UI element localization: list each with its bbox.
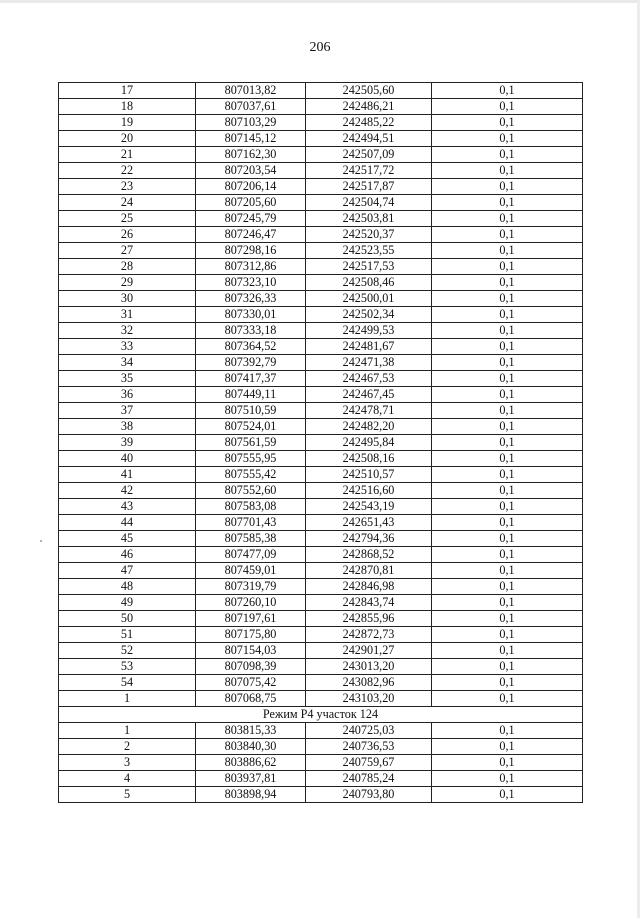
tolerance-cell: 0,1	[432, 323, 583, 339]
tolerance-cell: 0,1	[432, 659, 583, 675]
y-coordinate-cell: 242481,67	[306, 339, 432, 355]
y-coordinate-cell: 243082,96	[306, 675, 432, 691]
x-coordinate-cell: 807561,59	[196, 435, 306, 451]
point-number-cell: 44	[59, 515, 196, 531]
x-coordinate-cell: 803886,62	[196, 755, 306, 771]
tolerance-cell: 0,1	[432, 435, 583, 451]
y-coordinate-cell: 242505,60	[306, 83, 432, 99]
y-coordinate-cell: 242523,55	[306, 243, 432, 259]
tolerance-cell: 0,1	[432, 691, 583, 707]
table-row	[59, 179, 583, 195]
y-coordinate-cell: 242467,45	[306, 387, 432, 403]
point-number-cell: 2	[59, 739, 196, 755]
section-title-row	[59, 707, 583, 723]
x-coordinate-cell: 803937,81	[196, 771, 306, 787]
y-coordinate-cell: 240785,24	[306, 771, 432, 787]
point-number-cell: 35	[59, 371, 196, 387]
table-row	[59, 483, 583, 499]
table-row	[59, 691, 583, 707]
tolerance-cell: 0,1	[432, 227, 583, 243]
tolerance-cell: 0,1	[432, 739, 583, 755]
x-coordinate-cell: 807098,39	[196, 659, 306, 675]
x-coordinate-cell: 807477,09	[196, 547, 306, 563]
tolerance-cell: 0,1	[432, 579, 583, 595]
x-coordinate-cell: 807260,10	[196, 595, 306, 611]
y-coordinate-cell: 242504,74	[306, 195, 432, 211]
table-row	[59, 323, 583, 339]
tolerance-cell: 0,1	[432, 291, 583, 307]
tolerance-cell: 0,1	[432, 403, 583, 419]
point-number-cell: 37	[59, 403, 196, 419]
point-number-cell: 27	[59, 243, 196, 259]
y-coordinate-cell: 242855,96	[306, 611, 432, 627]
y-coordinate-cell: 242507,09	[306, 147, 432, 163]
table-row	[59, 339, 583, 355]
table-row	[59, 147, 583, 163]
point-number-cell: 3	[59, 755, 196, 771]
table-row	[59, 611, 583, 627]
y-coordinate-cell: 242520,37	[306, 227, 432, 243]
tolerance-cell: 0,1	[432, 179, 583, 195]
table-row	[59, 195, 583, 211]
point-number-cell: 49	[59, 595, 196, 611]
y-coordinate-cell: 242499,53	[306, 323, 432, 339]
table-row	[59, 259, 583, 275]
table-row	[59, 387, 583, 403]
y-coordinate-cell: 242486,21	[306, 99, 432, 115]
x-coordinate-cell: 803840,30	[196, 739, 306, 755]
table-row	[59, 595, 583, 611]
point-number-cell: 29	[59, 275, 196, 291]
x-coordinate-cell: 807330,01	[196, 307, 306, 323]
table-row	[59, 643, 583, 659]
x-coordinate-cell: 807449,11	[196, 387, 306, 403]
y-coordinate-cell: 242508,16	[306, 451, 432, 467]
tolerance-cell: 0,1	[432, 771, 583, 787]
table-row	[59, 275, 583, 291]
table-row	[59, 115, 583, 131]
y-coordinate-cell: 242517,53	[306, 259, 432, 275]
y-coordinate-cell: 242494,51	[306, 131, 432, 147]
point-number-cell: 38	[59, 419, 196, 435]
x-coordinate-cell: 807701,43	[196, 515, 306, 531]
table-row	[59, 515, 583, 531]
x-coordinate-cell: 807068,75	[196, 691, 306, 707]
y-coordinate-cell: 240793,80	[306, 787, 432, 803]
tolerance-cell: 0,1	[432, 467, 583, 483]
x-coordinate-cell: 807162,30	[196, 147, 306, 163]
tolerance-cell: 0,1	[432, 787, 583, 803]
x-coordinate-cell: 807013,82	[196, 83, 306, 99]
tolerance-cell: 0,1	[432, 723, 583, 739]
point-number-cell: 45	[59, 531, 196, 547]
x-coordinate-cell: 807298,16	[196, 243, 306, 259]
point-number-cell: 40	[59, 451, 196, 467]
point-number-cell: 31	[59, 307, 196, 323]
x-coordinate-cell: 807459,01	[196, 563, 306, 579]
tolerance-cell: 0,1	[432, 483, 583, 499]
x-coordinate-cell: 807552,60	[196, 483, 306, 499]
tolerance-cell: 0,1	[432, 387, 583, 403]
point-number-cell: 47	[59, 563, 196, 579]
point-number-cell: 25	[59, 211, 196, 227]
table-row	[59, 675, 583, 691]
table-row	[59, 739, 583, 755]
point-number-cell: 43	[59, 499, 196, 515]
x-coordinate-cell: 807326,33	[196, 291, 306, 307]
table-row	[59, 547, 583, 563]
tolerance-cell: 0,1	[432, 307, 583, 323]
table-row	[59, 659, 583, 675]
x-coordinate-cell: 807145,12	[196, 131, 306, 147]
tolerance-cell: 0,1	[432, 83, 583, 99]
x-coordinate-cell: 807312,86	[196, 259, 306, 275]
x-coordinate-cell: 807075,42	[196, 675, 306, 691]
table-row	[59, 771, 583, 787]
table-row	[59, 755, 583, 771]
point-number-cell: 21	[59, 147, 196, 163]
point-number-cell: 51	[59, 627, 196, 643]
y-coordinate-cell: 242516,60	[306, 483, 432, 499]
point-number-cell: 30	[59, 291, 196, 307]
table-row	[59, 243, 583, 259]
x-coordinate-cell: 807203,54	[196, 163, 306, 179]
point-number-cell: 1	[59, 723, 196, 739]
y-coordinate-cell: 242843,74	[306, 595, 432, 611]
table-row	[59, 307, 583, 323]
point-number-cell: 1	[59, 691, 196, 707]
x-coordinate-cell: 807154,03	[196, 643, 306, 659]
point-number-cell: 24	[59, 195, 196, 211]
point-number-cell: 34	[59, 355, 196, 371]
tolerance-cell: 0,1	[432, 339, 583, 355]
table-row	[59, 467, 583, 483]
y-coordinate-cell: 243103,20	[306, 691, 432, 707]
x-coordinate-cell: 807197,61	[196, 611, 306, 627]
tolerance-cell: 0,1	[432, 531, 583, 547]
scan-speck	[40, 540, 42, 542]
y-coordinate-cell: 242794,36	[306, 531, 432, 547]
y-coordinate-cell: 242870,81	[306, 563, 432, 579]
x-coordinate-cell: 807205,60	[196, 195, 306, 211]
point-number-cell: 50	[59, 611, 196, 627]
y-coordinate-cell: 242500,01	[306, 291, 432, 307]
y-coordinate-cell: 240759,67	[306, 755, 432, 771]
y-coordinate-cell: 242502,34	[306, 307, 432, 323]
y-coordinate-cell: 242901,27	[306, 643, 432, 659]
point-number-cell: 5	[59, 787, 196, 803]
point-number-cell: 42	[59, 483, 196, 499]
point-number-cell: 26	[59, 227, 196, 243]
tolerance-cell: 0,1	[432, 595, 583, 611]
coordinates-table	[58, 82, 583, 803]
tolerance-cell: 0,1	[432, 195, 583, 211]
table-row	[59, 371, 583, 387]
x-coordinate-cell: 807333,18	[196, 323, 306, 339]
table-row	[59, 163, 583, 179]
table-row	[59, 451, 583, 467]
table-row	[59, 563, 583, 579]
table-row	[59, 227, 583, 243]
tolerance-cell: 0,1	[432, 611, 583, 627]
point-number-cell: 32	[59, 323, 196, 339]
x-coordinate-cell: 807246,47	[196, 227, 306, 243]
tolerance-cell: 0,1	[432, 675, 583, 691]
tolerance-cell: 0,1	[432, 451, 583, 467]
y-coordinate-cell: 242482,20	[306, 419, 432, 435]
y-coordinate-cell: 242651,43	[306, 515, 432, 531]
tolerance-cell: 0,1	[432, 643, 583, 659]
scan-edge-top	[0, 0, 640, 3]
x-coordinate-cell: 807555,42	[196, 467, 306, 483]
x-coordinate-cell: 807392,79	[196, 355, 306, 371]
y-coordinate-cell: 243013,20	[306, 659, 432, 675]
tolerance-cell: 0,1	[432, 147, 583, 163]
table-row	[59, 499, 583, 515]
y-coordinate-cell: 242517,87	[306, 179, 432, 195]
table-row	[59, 723, 583, 739]
table-row	[59, 627, 583, 643]
x-coordinate-cell: 807524,01	[196, 419, 306, 435]
y-coordinate-cell: 242543,19	[306, 499, 432, 515]
x-coordinate-cell: 807175,80	[196, 627, 306, 643]
tolerance-cell: 0,1	[432, 355, 583, 371]
point-number-cell: 53	[59, 659, 196, 675]
y-coordinate-cell: 242467,53	[306, 371, 432, 387]
x-coordinate-cell: 807583,08	[196, 499, 306, 515]
tolerance-cell: 0,1	[432, 259, 583, 275]
point-number-cell: 36	[59, 387, 196, 403]
tolerance-cell: 0,1	[432, 131, 583, 147]
tolerance-cell: 0,1	[432, 515, 583, 531]
tolerance-cell: 0,1	[432, 211, 583, 227]
x-coordinate-cell: 807103,29	[196, 115, 306, 131]
table-row	[59, 211, 583, 227]
x-coordinate-cell: 807245,79	[196, 211, 306, 227]
point-number-cell: 28	[59, 259, 196, 275]
x-coordinate-cell: 807417,37	[196, 371, 306, 387]
y-coordinate-cell: 242478,71	[306, 403, 432, 419]
tolerance-cell: 0,1	[432, 275, 583, 291]
x-coordinate-cell: 803898,94	[196, 787, 306, 803]
x-coordinate-cell: 807206,14	[196, 179, 306, 195]
section-title: Режим Р4 участок 124	[59, 707, 583, 723]
tolerance-cell: 0,1	[432, 163, 583, 179]
table-row	[59, 435, 583, 451]
x-coordinate-cell: 807037,61	[196, 99, 306, 115]
y-coordinate-cell: 242485,22	[306, 115, 432, 131]
y-coordinate-cell: 242872,73	[306, 627, 432, 643]
table-row	[59, 131, 583, 147]
y-coordinate-cell: 242510,57	[306, 467, 432, 483]
x-coordinate-cell: 807585,38	[196, 531, 306, 547]
point-number-cell: 4	[59, 771, 196, 787]
point-number-cell: 33	[59, 339, 196, 355]
tolerance-cell: 0,1	[432, 99, 583, 115]
y-coordinate-cell: 242503,81	[306, 211, 432, 227]
y-coordinate-cell: 242846,98	[306, 579, 432, 595]
table-row	[59, 291, 583, 307]
tolerance-cell: 0,1	[432, 755, 583, 771]
y-coordinate-cell: 242517,72	[306, 163, 432, 179]
coordinates-table-body	[59, 83, 583, 803]
table-row	[59, 787, 583, 803]
x-coordinate-cell: 807555,95	[196, 451, 306, 467]
tolerance-cell: 0,1	[432, 563, 583, 579]
tolerance-cell: 0,1	[432, 371, 583, 387]
tolerance-cell: 0,1	[432, 499, 583, 515]
point-number-cell: 20	[59, 131, 196, 147]
table-row	[59, 355, 583, 371]
point-number-cell: 19	[59, 115, 196, 131]
page-number: 206	[309, 40, 331, 55]
point-number-cell: 46	[59, 547, 196, 563]
y-coordinate-cell: 242508,46	[306, 275, 432, 291]
x-coordinate-cell: 807364,52	[196, 339, 306, 355]
point-number-cell: 54	[59, 675, 196, 691]
x-coordinate-cell: 807319,79	[196, 579, 306, 595]
y-coordinate-cell: 240736,53	[306, 739, 432, 755]
tolerance-cell: 0,1	[432, 627, 583, 643]
tolerance-cell: 0,1	[432, 243, 583, 259]
point-number-cell: 18	[59, 99, 196, 115]
point-number-cell: 52	[59, 643, 196, 659]
point-number-cell: 23	[59, 179, 196, 195]
tolerance-cell: 0,1	[432, 115, 583, 131]
point-number-cell: 17	[59, 83, 196, 99]
point-number-cell: 39	[59, 435, 196, 451]
y-coordinate-cell: 242868,52	[306, 547, 432, 563]
tolerance-cell: 0,1	[432, 419, 583, 435]
y-coordinate-cell: 240725,03	[306, 723, 432, 739]
point-number-cell: 22	[59, 163, 196, 179]
table-row	[59, 531, 583, 547]
point-number-cell: 41	[59, 467, 196, 483]
x-coordinate-cell: 807510,59	[196, 403, 306, 419]
table-row	[59, 419, 583, 435]
y-coordinate-cell: 242471,38	[306, 355, 432, 371]
x-coordinate-cell: 807323,10	[196, 275, 306, 291]
tolerance-cell: 0,1	[432, 547, 583, 563]
y-coordinate-cell: 242495,84	[306, 435, 432, 451]
x-coordinate-cell: 803815,33	[196, 723, 306, 739]
table-row	[59, 403, 583, 419]
table-row	[59, 83, 583, 99]
table-row	[59, 99, 583, 115]
point-number-cell: 48	[59, 579, 196, 595]
table-row	[59, 579, 583, 595]
